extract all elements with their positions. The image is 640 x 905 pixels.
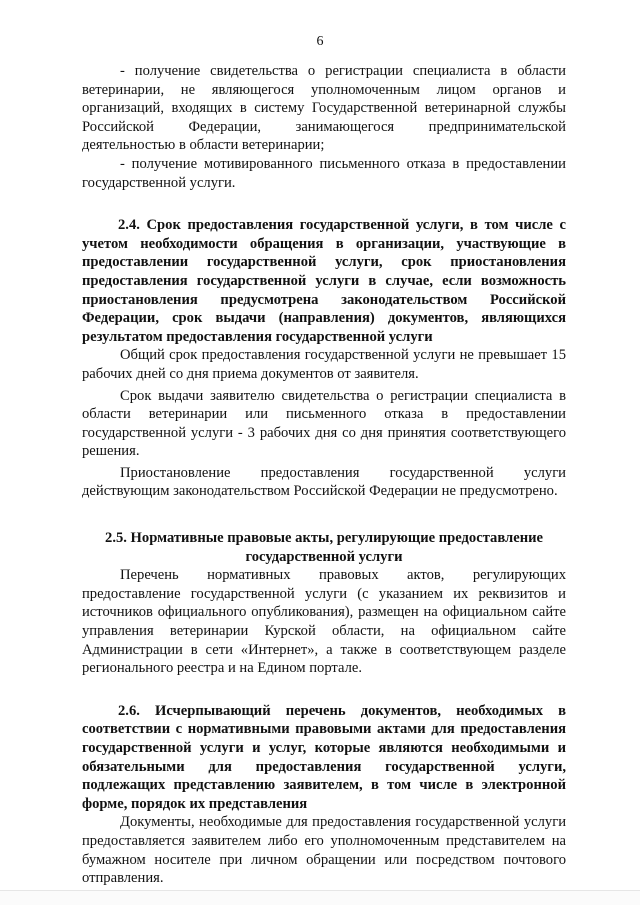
paragraph-general-term: Общий срок предоставления государственной услуги не превышает 15 рабочих дней со дня приема документов от заявителя. — [82, 347, 566, 382]
page-number: 6 — [316, 34, 324, 49]
section-heading-2-4: 2.4. Срок предоставления государственной услуги, в том числе с учетом необходимости обращения в организации, участвующие в предоставлении государственной услуги, срок приостановления предоставления государственной услуги в случае, если возможность приостановления предусмотрена законодательством Российской Федерации, срок выдачи (направления) документов, являющихся результатом предоставления государственной услуги — [82, 217, 566, 345]
paragraph-documents: Документы, необходимые для предоставления государственной услуги предоставляется заявителем либо его уполномоченным представителем на бумажном носителе при личном обращении или посредством почтового отправления. — [82, 814, 566, 887]
paragraph-registration-certificate: - получение свидетельства о регистрации специалиста в области ветеринарии, не являющегося уполномоченным лицом органов и организаций, входящих в систему Государственной ветеринарной службы Российской Федерации, занимающегося предпринимательской деятельностью в области ветеринарии; — [82, 63, 566, 154]
paragraph-issue-term: Срок выдачи заявителю свидетельства о регистрации специалиста в области ветеринарии или письменного отказа в предоставлении государственной услуги - 3 рабочих дня со дня принятия соответствующего решения. — [82, 387, 566, 460]
document-body — [82, 62, 566, 888]
section-heading-2-6: 2.6. Исчерпывающий перечень документов, необходимых в соответствии с нормативными правовыми актами для предоставления государственной услуги и услуг, которые являются необходимыми и обязательными для предоставления государственной услуги, подлежащих представлению заявителем, в том числе в электронной форме, порядок их представления — [82, 702, 566, 812]
page-bottom-edge — [0, 890, 640, 905]
paragraph-legal-acts: Перечень нормативных правовых актов, регулирующих предоставление государственной услуги (с указанием их реквизитов и источников официального опубликования), размещен на официальном сайте управления ветеринарии Курской области, на официальном сайте Администрации в сети «Интернет», а также в соответствующем разделе регионального реестра и на Едином портале. — [82, 567, 566, 677]
section-heading-2-5: 2.5. Нормативные правовые акты, регулирующие предоставление государственной услуги — [105, 530, 543, 565]
paragraph-suspension: Приостановление предоставления государственной услуги действующим законодательством Российской Федерации не предусмотрено. — [82, 464, 566, 500]
paragraph-refusal: - получение мотивированного письменного отказа в предоставлении государственной услуги. — [82, 155, 566, 191]
